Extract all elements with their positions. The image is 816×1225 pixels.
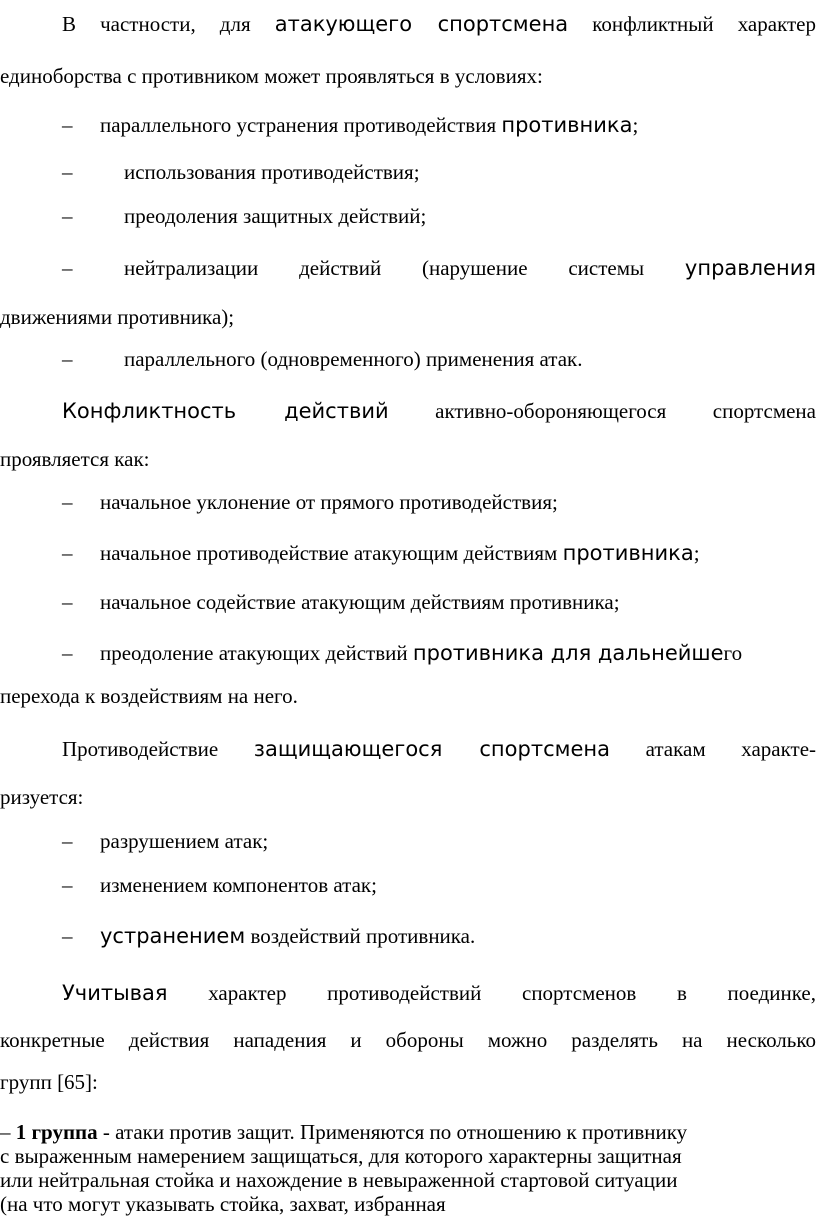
- list-1-item-3: [62, 206, 816, 227]
- text-run: параллельного (одновременного) применения атак.: [124, 347, 583, 371]
- list-2-item-4: [62, 643, 816, 664]
- paragraph-1-line-1: [0, 14, 816, 35]
- paragraph-5-line-1: [0, 1122, 805, 1143]
- list-2-item-4-continuation: перехода к воздействиям на него.: [0, 684, 298, 708]
- list-3-item-1: [62, 831, 816, 852]
- dash-bullet: –: [62, 541, 73, 565]
- paragraph-4-line-3: групп [65]:: [0, 1070, 98, 1094]
- list-1-item-5: [62, 349, 816, 370]
- text-run: конфликтный характер: [568, 12, 816, 36]
- paragraph-4-line-2: конкретные действия нападения и обороны можно разделять на несколько: [0, 1028, 816, 1052]
- text-run: го: [723, 641, 743, 665]
- dash-bullet: –: [62, 204, 73, 228]
- text-run: использования противодействия;: [124, 160, 420, 184]
- dash-bullet: –: [62, 347, 73, 371]
- text-run: начальное противодействие атакующим действиям: [100, 541, 563, 565]
- text-run: управления: [684, 256, 816, 280]
- paragraph-5-line-2: с выраженным намерением защищаться, для которого характерны защитная: [0, 1144, 682, 1168]
- paragraph-1-line-2: единоборства с противником может проявляться в условиях:: [0, 64, 543, 88]
- dash-bullet: –: [62, 873, 73, 897]
- text-run: защищающегося спортсмена: [253, 737, 610, 761]
- text-run: ;: [693, 541, 700, 565]
- text-run: атакам характе-: [609, 737, 816, 761]
- list-1-item-1: [62, 115, 816, 136]
- text-run: параллельного устранения противодействия: [100, 113, 502, 137]
- paragraph-3-line-2: ризуется:: [0, 785, 84, 809]
- text-run: - атаки против защит. Применяются по отношению к противнику: [97, 1120, 688, 1144]
- text-run: разрушением атак;: [100, 829, 269, 853]
- list-1-item-4-continuation: движениями противника);: [0, 305, 235, 329]
- text-run: Конфликтность действий: [62, 399, 389, 423]
- text-run: начальное содействие атакующим действиям противника;: [100, 590, 620, 614]
- paragraph-5-line-3: или нейтральная стойка и нахождение в невыраженной стартовой ситуации: [0, 1168, 678, 1192]
- paragraph-2-line-2: проявляется как:: [0, 447, 150, 471]
- text-run: ;: [632, 113, 639, 137]
- dash-bullet: –: [62, 490, 73, 514]
- dash-bullet: –: [62, 641, 73, 665]
- text-run: противника для дальнейше: [412, 641, 724, 665]
- paragraph-4-line-1: [0, 983, 816, 1004]
- group-label: 1 группа: [15, 1120, 98, 1144]
- dash-bullet: –: [62, 829, 73, 853]
- text-run: активно-обороняющегося спортсмена: [388, 399, 816, 423]
- text-run: Учитывая: [62, 981, 168, 1005]
- text-run: В частности, для: [62, 12, 275, 36]
- text-run: изменением компонентов атак;: [100, 873, 377, 897]
- text-run: противника: [501, 113, 633, 137]
- text-run: начальное уклонение от прямого противодействия;: [100, 490, 558, 514]
- text-run: противника: [562, 541, 694, 565]
- paragraph-2-line-1: [0, 401, 816, 422]
- text-run: характер противодействий спортсменов в поединке,: [167, 981, 816, 1005]
- paragraph-5-line-4: (на что могут указывать стойка, захват, избранная: [0, 1192, 446, 1216]
- text-run: Противодействие: [62, 737, 254, 761]
- dash-bullet: –: [62, 160, 73, 184]
- text-run: воздействий противника.: [245, 924, 476, 948]
- dash-bullet: –: [62, 590, 73, 614]
- list-1-item-2: [62, 162, 816, 183]
- text-run: преодоления защитных действий;: [124, 204, 427, 228]
- text-run: преодоление атакующих действий: [100, 641, 413, 665]
- list-2-item-3: [62, 592, 816, 613]
- text-run: атакующего спортсмена: [274, 12, 569, 36]
- dash-bullet: –: [62, 924, 73, 948]
- list-2-item-1: [62, 492, 816, 513]
- text-run: устранением: [100, 924, 246, 948]
- dash-bullet: –: [62, 113, 73, 137]
- list-3-item-2: [62, 875, 816, 896]
- list-1-item-4: [62, 258, 816, 279]
- list-3-item-3: [62, 926, 816, 947]
- text-run: нейтрализации действий (нарушение системы: [124, 256, 685, 280]
- paragraph-3-line-1: [0, 739, 816, 760]
- dash-bullet: –: [0, 1120, 11, 1144]
- dash-bullet: –: [62, 256, 73, 280]
- list-2-item-2: [62, 543, 816, 564]
